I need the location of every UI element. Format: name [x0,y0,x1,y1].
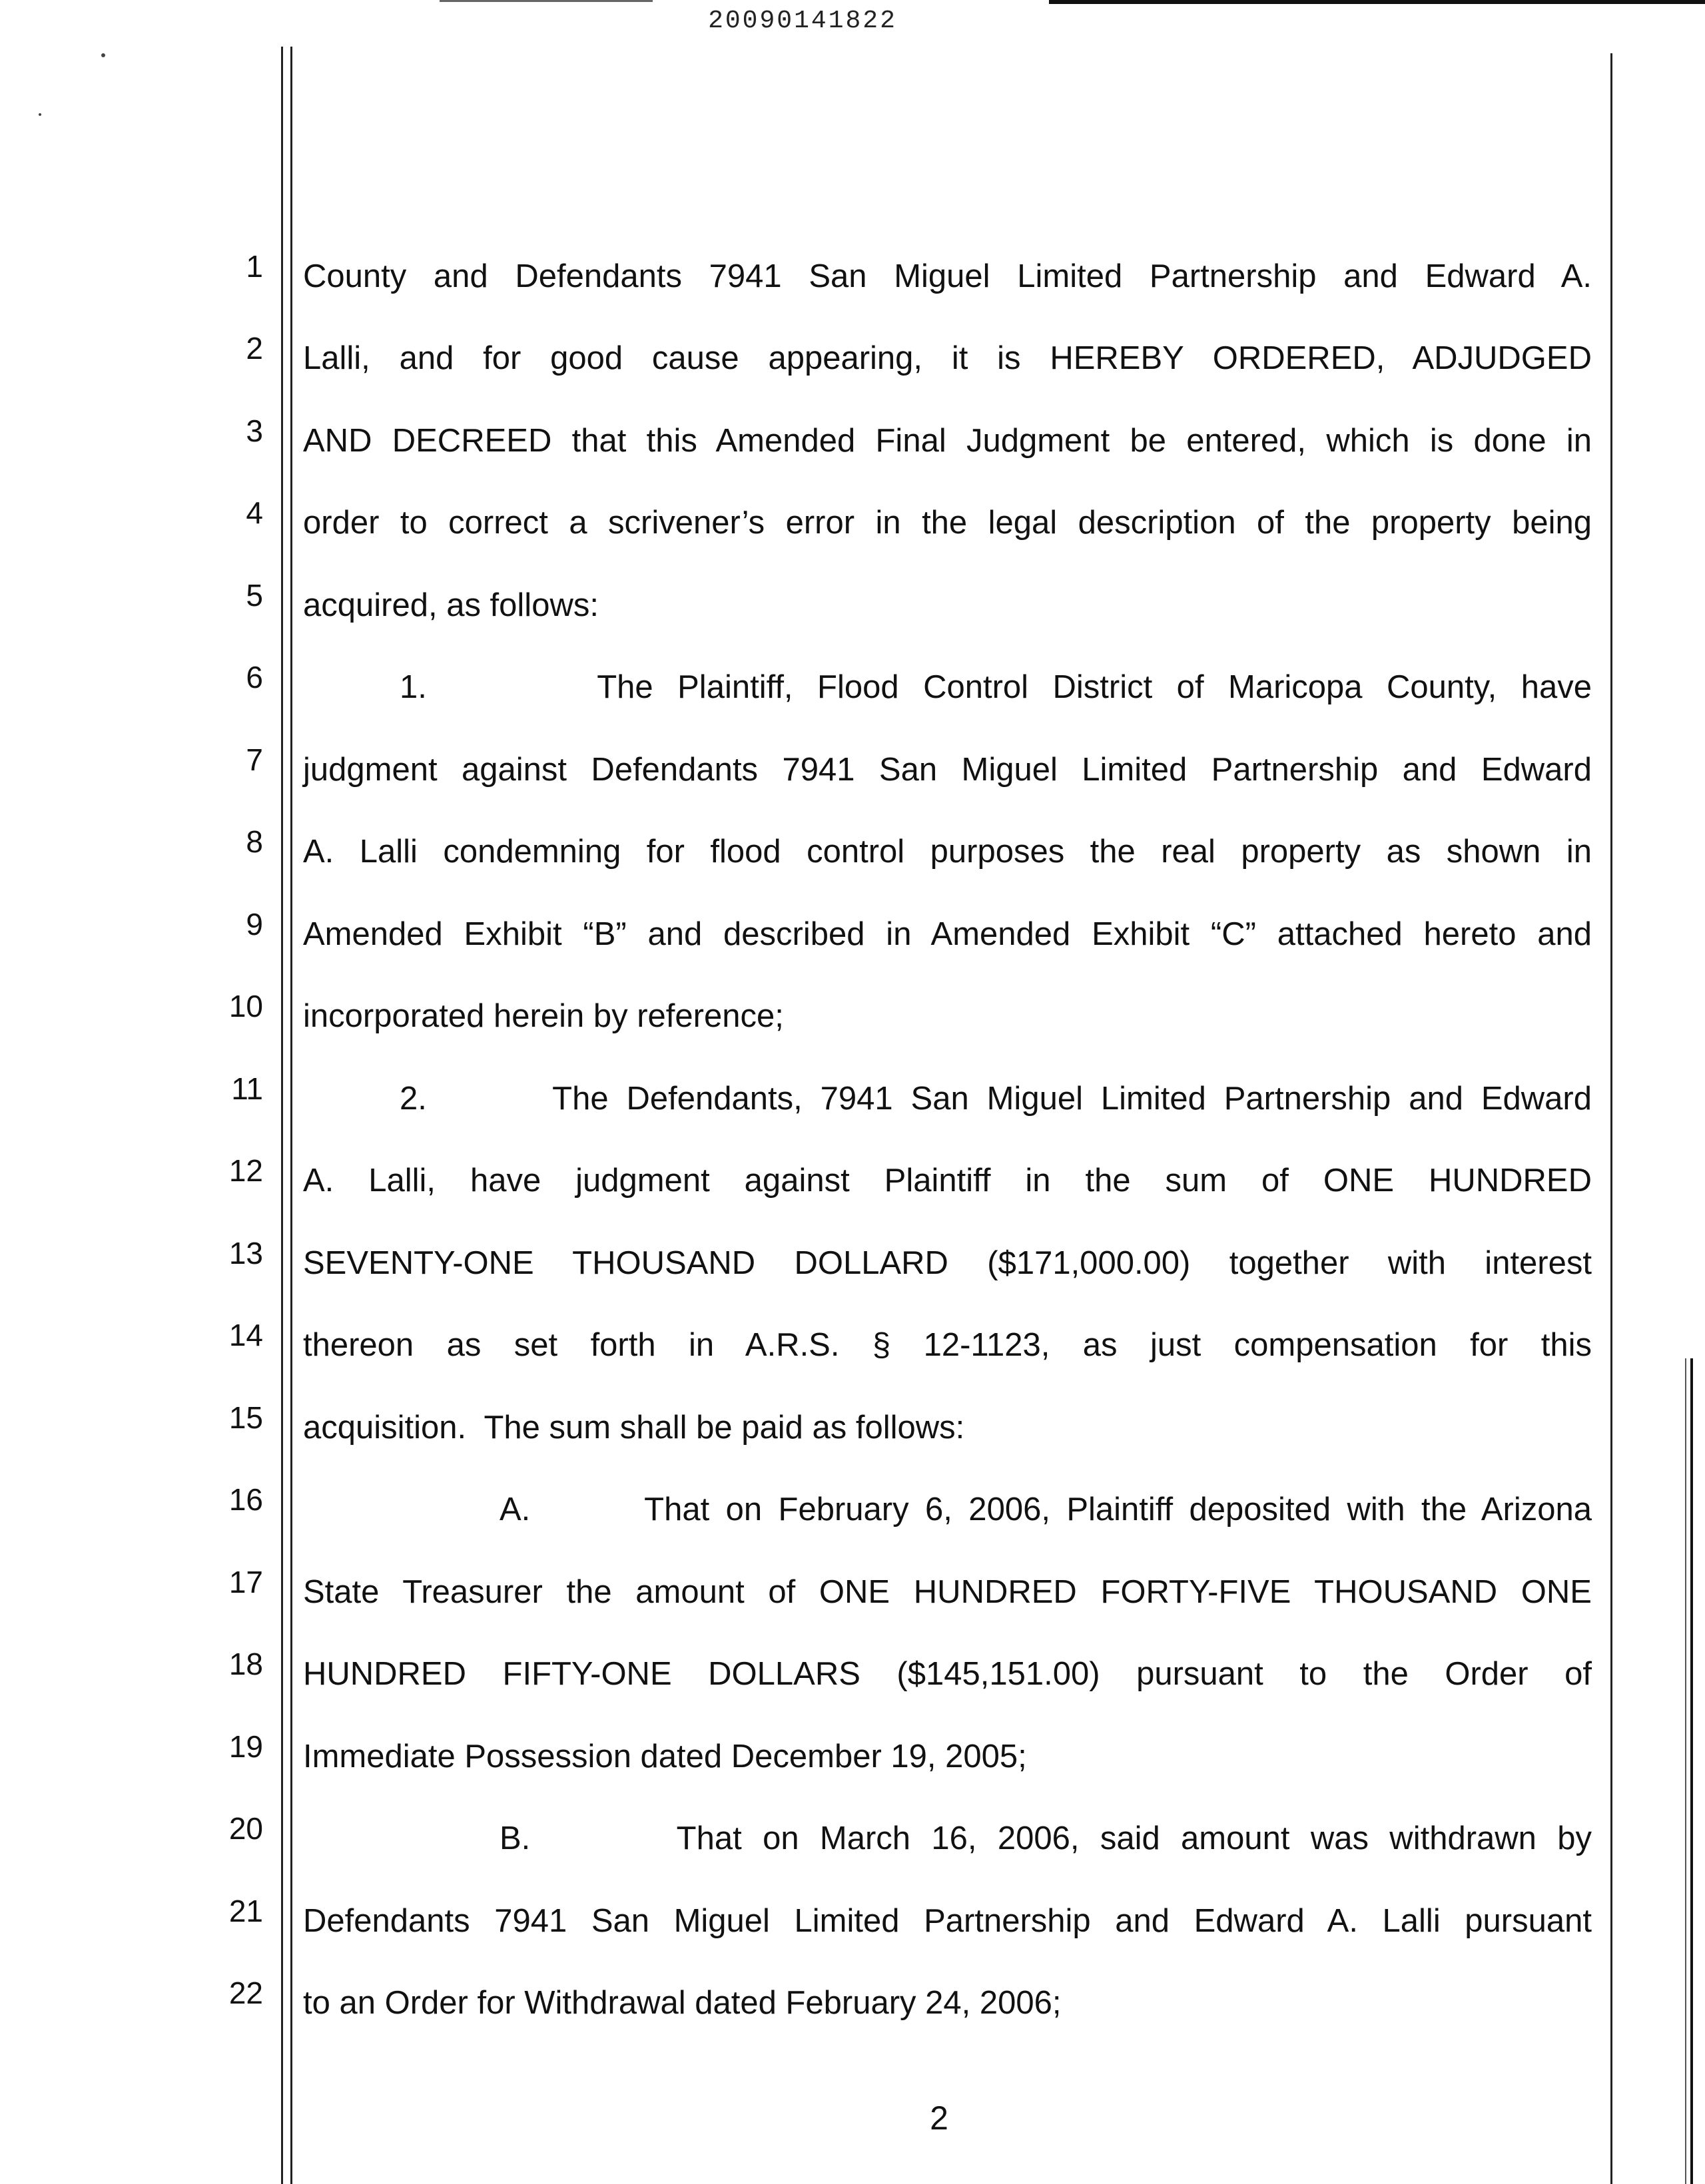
line-number: 19 [228,1729,263,1764]
top-scan-rule [1049,0,1705,4]
line-number: 2 [246,331,263,366]
line-number: 14 [228,1318,263,1352]
body-line: A. Lalli condemning for flood control purposes the real property as shown in [303,834,1592,870]
body-line: to an Order for Withdrawal dated February 24, 2006; [303,1985,1062,2021]
left-margin-rule [290,47,292,2184]
body-line: A. Lalli, have judgment against Plaintiff in the sum of ONE HUNDRED [303,1163,1592,1199]
recording-number: 20090141822 [708,7,897,35]
body-line: incorporated herein by reference; [303,998,784,1034]
body-line: State Treasurer the amount of ONE HUNDRED FORTY-FIVE THOUSAND ONE [303,1574,1592,1610]
line-number: 15 [228,1400,263,1435]
right-margin-rule [1610,53,1612,2184]
body-line: SEVENTY-ONE THOUSAND DOLLARD ($171,000.00) together with interest [303,1245,1592,1281]
line-number: 12 [228,1153,263,1188]
left-margin-rule [281,47,283,2184]
right-edge-rule [1690,1358,1693,2184]
line-number: 17 [228,1565,263,1599]
body-line: 2. The Defendants, 7941 San Miguel Limited Partnership and Edward [400,1081,1592,1117]
line-number: 8 [246,824,263,859]
scan-speck [101,53,105,57]
line-number: 13 [228,1236,263,1270]
line-number: 9 [246,907,263,942]
line-number: 22 [228,1976,263,2010]
line-number: 1 [246,249,263,284]
body-line: Immediate Possession dated December 19, 2005; [303,1739,1027,1774]
scan-speck [39,113,41,116]
line-number: 21 [228,1894,263,1928]
body-line: acquired, as follows: [303,587,599,623]
body-line: AND DECREED that this Amended Final Judgment be entered, which is done in [303,423,1592,459]
body-line: 1. The Plaintiff, Flood Control District of Maricopa County, have [400,669,1592,705]
line-number: 6 [246,660,263,694]
body-line: thereon as set forth in A.R.S. § 12-1123, as just compensation for this [303,1327,1592,1363]
line-number: 3 [246,413,263,448]
line-number: 10 [228,989,263,1023]
body-line: order to correct a scrivener’s error in the legal description of the property being [303,505,1592,541]
body-line: County and Defendants 7941 San Miguel Limited Partnership and Edward A. [303,258,1592,294]
body-line: Amended Exhibit “B” and described in Amended Exhibit “C” attached hereto and [303,916,1592,952]
body-line: Lalli, and for good cause appearing, it is HEREBY ORDERED, ADJUDGED [303,340,1592,376]
line-number: 18 [228,1647,263,1681]
body-line: judgment against Defendants 7941 San Miguel Limited Partnership and Edward [303,752,1592,788]
line-number: 20 [228,1811,263,1846]
body-line: HUNDRED FIFTY-ONE DOLLARS ($145,151.00) pursuant to the Order of [303,1656,1592,1692]
page-number: 2 [930,2099,948,2137]
body-line: acquisition. The sum shall be paid as follows: [303,1410,965,1446]
line-number: 5 [246,578,263,613]
right-edge-rule [1685,1358,1686,2184]
line-number: 7 [246,742,263,777]
body-line: Defendants 7941 San Miguel Limited Partnership and Edward A. Lalli pursuant [303,1903,1592,1939]
line-number: 16 [228,1482,263,1517]
line-number: 11 [231,1071,263,1106]
body-line: B. That on March 16, 2006, said amount was withdrawn by [500,1820,1592,1856]
body-line: A. That on February 6, 2006, Plaintiff deposited with the Arizona [500,1492,1592,1527]
line-number: 4 [246,495,263,530]
top-scan-rule [440,0,653,2]
